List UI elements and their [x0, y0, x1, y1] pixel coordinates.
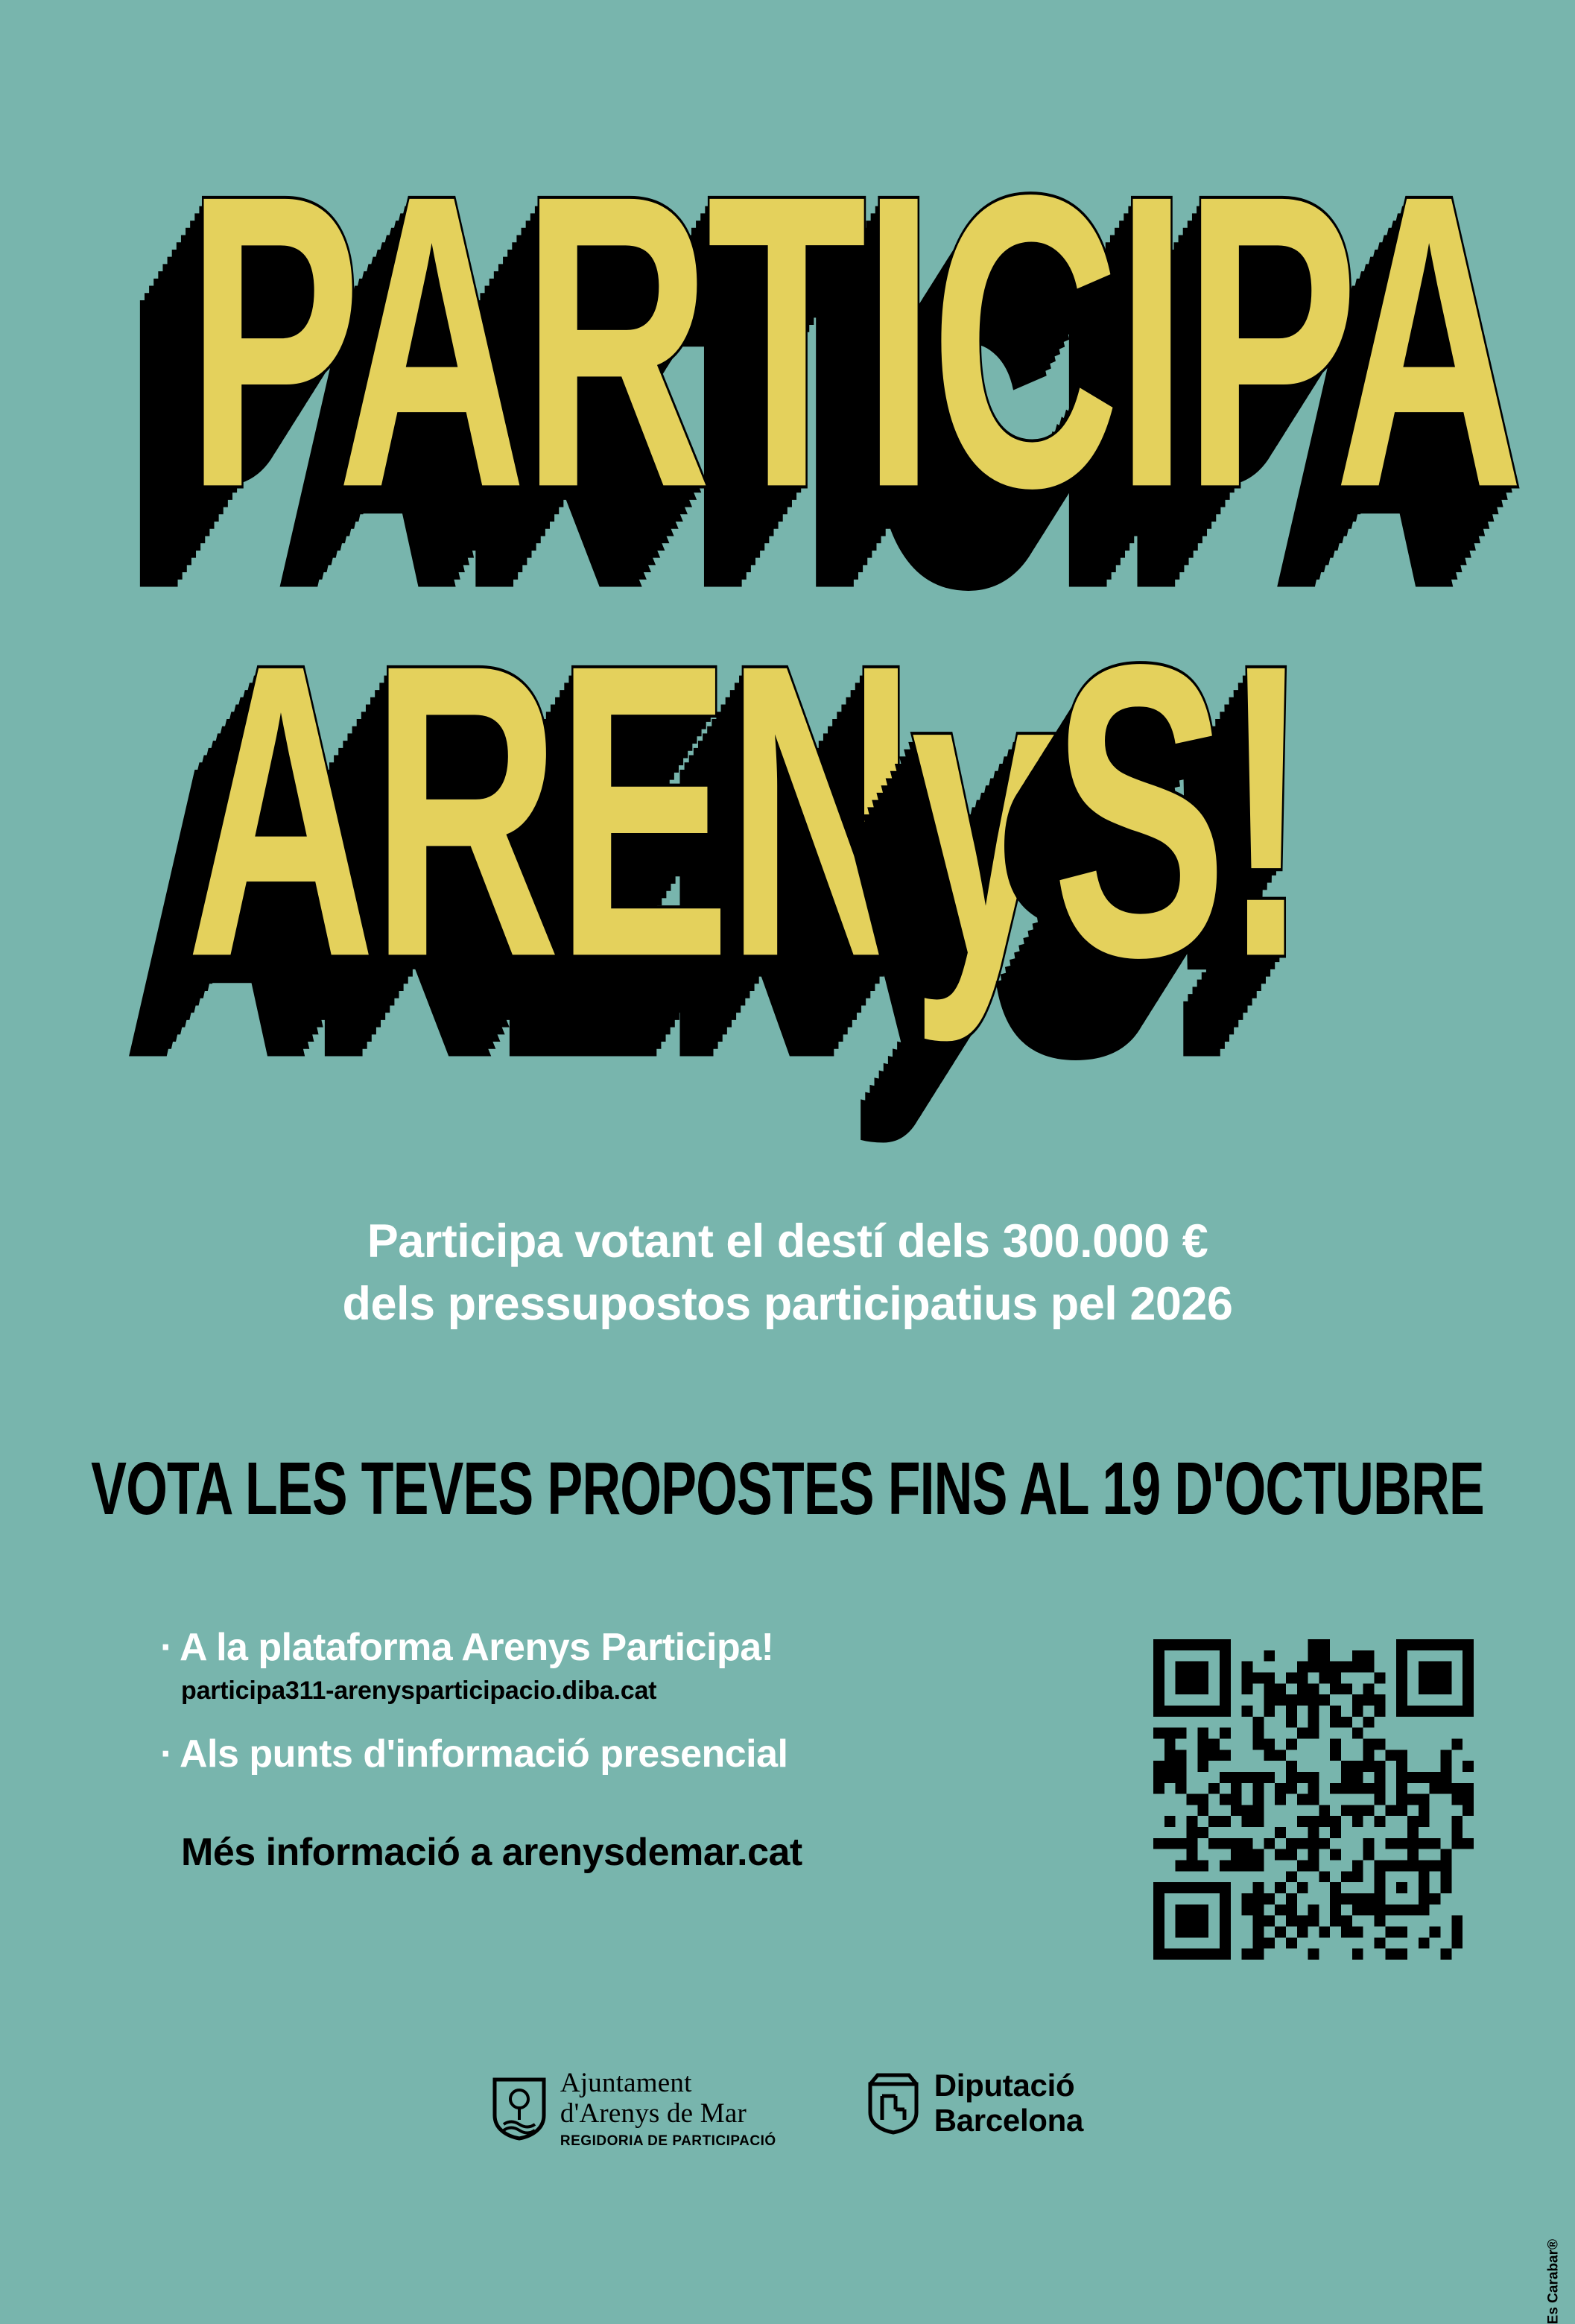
ajuntament-line-1: Ajuntament — [560, 2068, 692, 2098]
bullet-dot-icon: · — [160, 1732, 173, 1776]
headline-line-participa: PARTICIPA — [186, 110, 1520, 575]
qr-code[interactable] — [1153, 1639, 1474, 1960]
ajuntament-line-2: d'Arenys de Mar — [560, 2098, 747, 2130]
platform-url[interactable]: participa311-arenysparticipacio.diba.cat — [181, 1676, 657, 1706]
ajuntament-line-3: REGIDORIA DE PARTICIPACIÓ — [560, 2133, 776, 2149]
list-item-platform-label: A la plataforma Arenys Participa! — [180, 1626, 774, 1669]
vote-deadline-line: VOTA LES TEVES PROPOSTES FINS AL 19 D'OCTUBRE — [91, 1446, 1484, 1530]
more-info-line: Més informació a arenysdemar.cat — [181, 1830, 802, 1874]
diputacio-barcelona-crest-icon — [866, 2071, 921, 2135]
logo-diputacio-barcelona — [866, 2068, 1083, 2138]
list-item-presencial-label: Als punts d'informació presencial — [180, 1732, 788, 1776]
ajuntament-logo-text — [560, 2068, 776, 2149]
subtitle-line-2: dels pressupostos participatius pel 2026 — [342, 1277, 1233, 1330]
qr-code-canvas — [1153, 1639, 1474, 1960]
footer-logos — [0, 2068, 1575, 2149]
diputacio-line-2: Barcelona — [934, 2103, 1084, 2138]
subtitle — [0, 1211, 1575, 1336]
headline-block — [0, 112, 1575, 1177]
info-list — [160, 1624, 1129, 1875]
designer-credit: Es Carabar® — [1545, 2239, 1561, 2324]
list-item-presencial — [160, 1731, 1129, 1777]
subtitle-line-1: Participa votant el destí dels 300.000 € — [367, 1215, 1208, 1267]
bullet-dot-icon: · — [160, 1626, 173, 1669]
headline-arenys-y: y — [910, 579, 1053, 1045]
arenys-de-mar-crest-icon — [492, 2077, 547, 2141]
diputacio-line-1: Diputació — [934, 2068, 1075, 2103]
diputacio-logo-text — [934, 2068, 1083, 2138]
headline-line-arenys — [186, 579, 1305, 1045]
headline-arenys-part1: AREN — [186, 579, 911, 1045]
logo-ajuntament-arenys — [492, 2068, 776, 2149]
list-item-platform — [160, 1624, 1129, 1671]
headline-arenys-part3: S! — [1052, 579, 1305, 1045]
